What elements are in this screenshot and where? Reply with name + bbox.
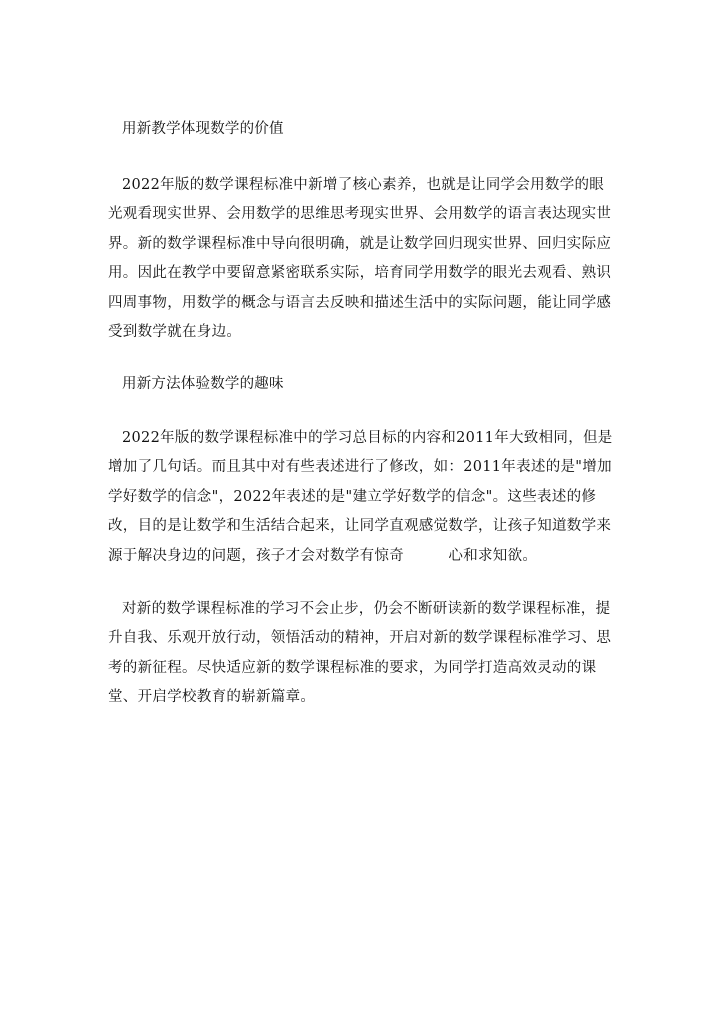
paragraph-core-literacy: 2022年版的数学课程标准中新增了核心素养，也就是让同学会用数学的眼光观看现实世界、会用数学的思维思考现实世界、会用数学的语言表达现实世界。新的数学课程标准中导向很明确，就是让数学回归现实世界、回归实际应用。因此在教学中要留意紧密联系实际，培育同学用数学的眼光去观看、熟识四周事物，用数学的概念与语言去反映和描述生活中的实际问题，能让同学感受到数学就在身边。 xyxy=(108,177,612,341)
paragraph-conclusion: 对新的数学课程标准的学习不会止步，仍会不断研读新的数学课程标准，提升自我、乐观开放行动，领悟活动的精神，开启对新的数学课程标准学习、思考的新征程。尽快适应新的数学课程标准的要求，为同学打造高效灵动的课堂、开启学校教育的崭新篇章。 xyxy=(108,601,612,706)
section-heading-interest: 用新方法体验数学的趣味 xyxy=(122,376,284,392)
section-heading-value: 用新教学体现数学的价值 xyxy=(122,121,284,137)
paragraph-learning-goals: 2022年版的数学课程标准中的学习总目标的内容和2011年大致相同，但是增加了几句话。而且其中对有些表述进行了修改，如：2011年表述的是"增加学好数学的信念"，2022年表述的是"建立学好数学的信念"。这些表述的修改，目的是让数学和生活结合起来，让同学直观感觉数学，让孩子知道数学来源于解决身边的问题，孩子才会对数学有惊奇 心和求知欲。 xyxy=(108,430,613,564)
